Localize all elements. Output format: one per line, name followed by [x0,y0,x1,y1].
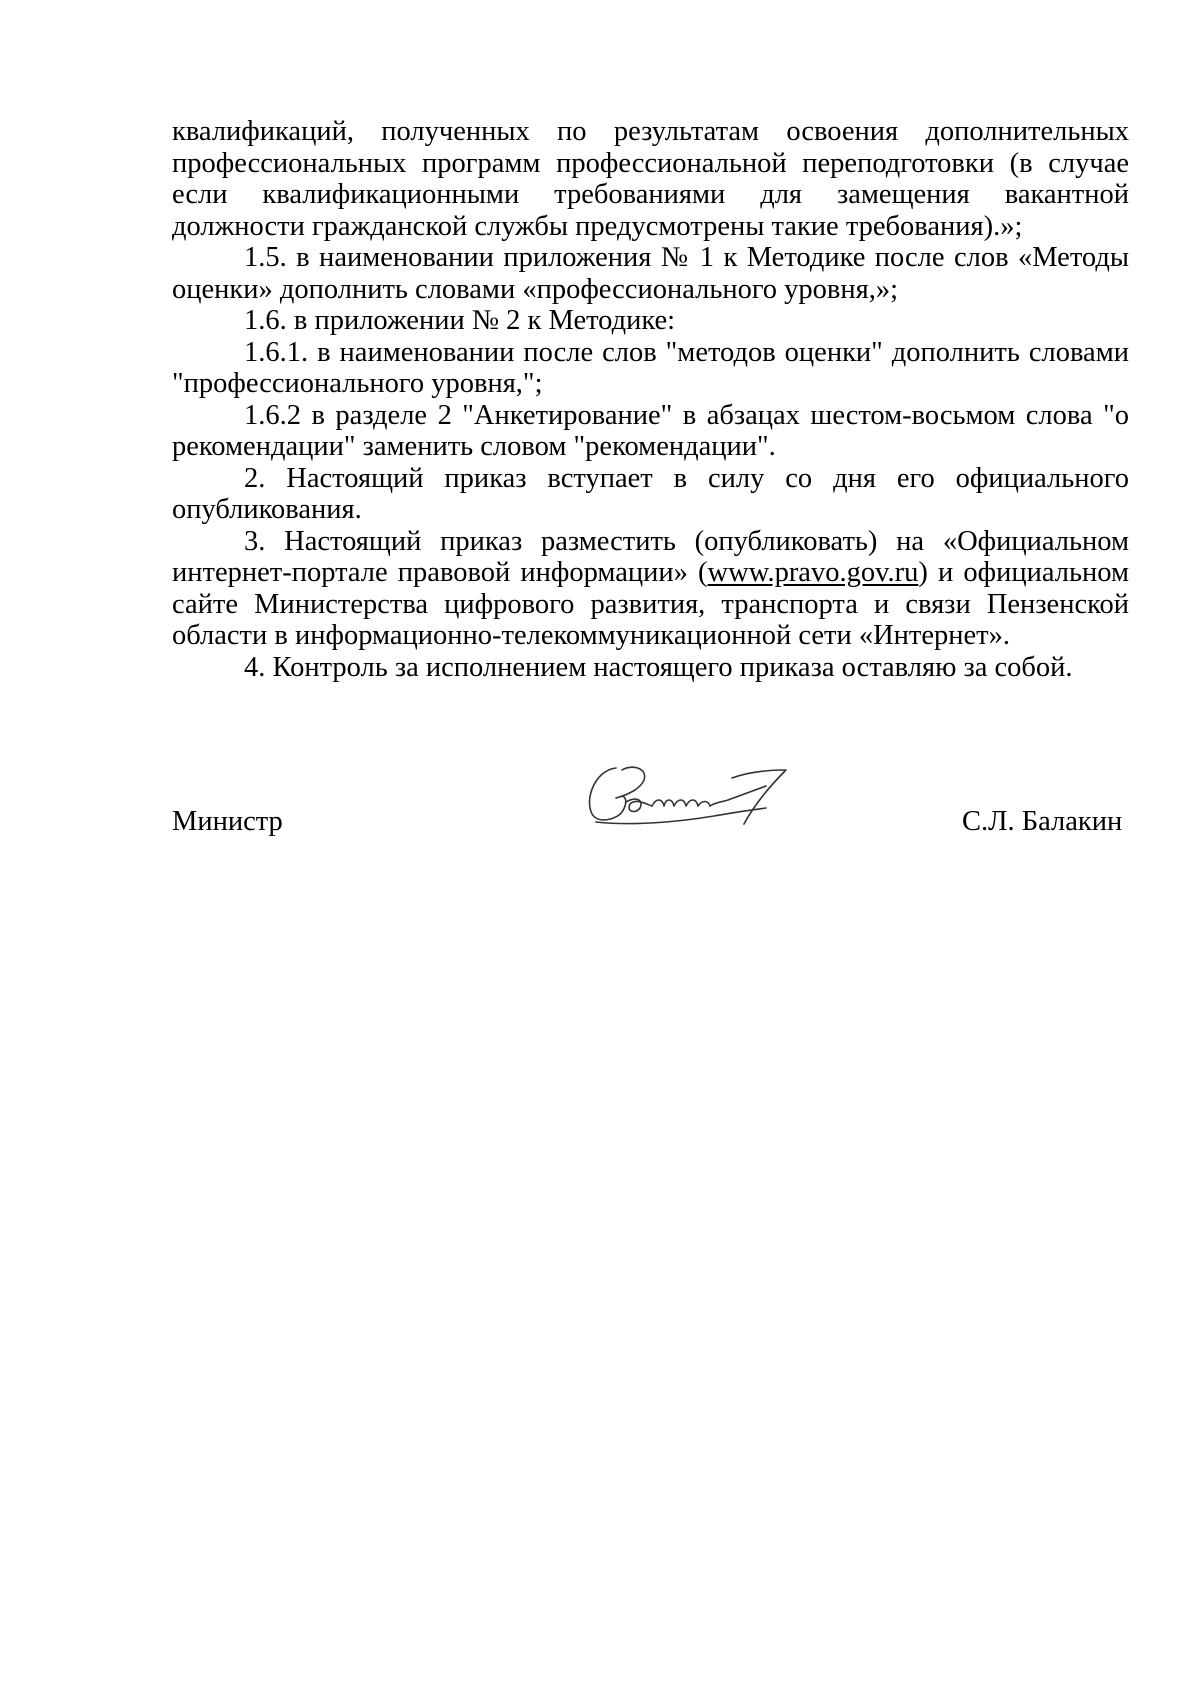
paragraph-3-publication [172,526,1129,652]
paragraph-1-6-1: 1.6.1. в наименовании после слов "методов оценки" дополнить словами "профессионального уровня,"; [172,336,1129,399]
signatory-name: С.Л. Балакин [962,806,1123,837]
document-body [172,116,1129,683]
publication-text-after: ) и официальном сайте Министерства цифрового развития, транспорта и связи Пензенской области в информационно-телекоммуникационной сети «Интернет». [172,557,1129,651]
handwritten-signature [582,758,796,840]
signatory-title: Министр [172,806,283,837]
pravo-gov-link[interactable]: www.pravo.gov.ru [707,557,919,588]
paragraph-4-control: 4. Контроль за исполнением настоящего приказа оставляю за собой. [244,651,1073,683]
paragraph-qualifications-continuation: квалификаций, полученных по результатам освоения дополнительных профессиональных программ профессиональной переподготовки (в случае если квалификационными требованиями для замещения вакантной должности гражданской службы предусмотрены такие требования).»; [172,116,1129,242]
paragraph-1-5: 1.5. в наименовании приложения № 1 к Методике после слов «Методы оценки» дополнить словами «профессионального уровня,»; [172,242,1129,305]
paragraph-1-6: 1.6. в приложении № 2 к Методике: [244,305,676,336]
publication-text-before: 3. Настоящий приказ разместить (опубликовать) на «Официальном интернет-портале правовой информации» ( [172,525,1129,588]
paragraph-2-entry-into-force: 2. Настоящий приказ вступает в силу со дня его официального опубликования. [172,462,1129,525]
paragraph-1-6-2: 1.6.2 в разделе 2 "Анкетирование" в абзацах шестом-восьмом слова "о рекомендации" заменить словом "рекомендации". [172,399,1129,462]
